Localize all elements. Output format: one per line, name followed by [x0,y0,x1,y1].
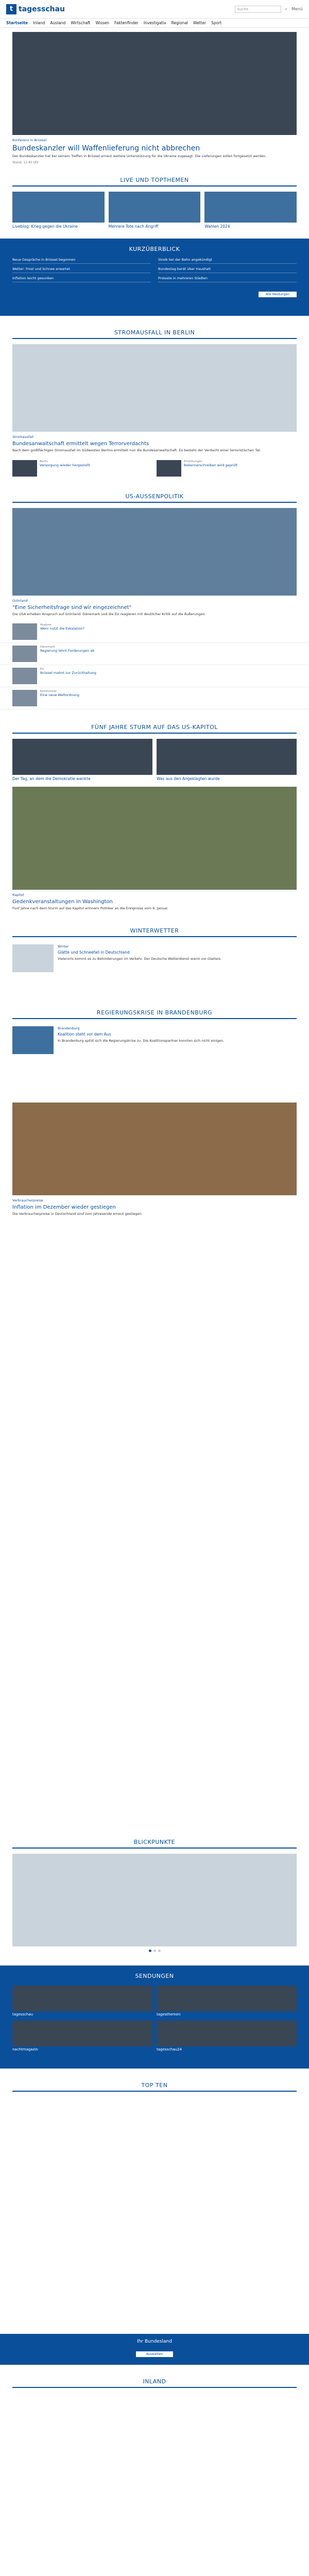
briefing-item[interactable]: Bundestag berät über Haushalt [158,267,297,273]
sendungen-heading: SENDUNGEN [135,1972,174,1979]
live-heading: LIVE UND TOPTHEMEN [12,173,297,187]
small-teaser-kicker: Berlin [40,460,48,463]
nav-item[interactable]: Inland [33,21,45,25]
small-teaser[interactable] [157,460,297,477]
all-news-button[interactable]: Alle Meldungen [259,292,297,297]
logo-mark: t [6,4,16,14]
sec5-teaser: In Brandenburg spitzt sich die Regierungskrise zu. Die Koalitionspartner konnten sich nicht einigen. [58,1038,225,1043]
list-item[interactable] [0,643,309,665]
sec4-teaser: Vielerorts kommt es zu Behinderungen im Verkehr. Der Deutsche Wetterdienst warnt vor Glatteis. [58,956,222,961]
list-item-kicker: Kommentar [40,690,57,693]
small-teaser-title[interactable]: Versorgung wieder hergestellt [40,463,90,467]
list-item-title[interactable]: Regierung lehnt Forderungen ab [40,649,95,653]
list-item-text [40,646,94,662]
small-teaser-title[interactable]: Bekennerschreiben wird geprüft [184,463,238,467]
sec3-kicker: Kapitol [12,892,24,897]
list-item-image[interactable] [12,623,37,640]
nav-item[interactable]: Wetter [193,21,207,25]
lead-teaser: Der Bundeskanzler hat bei seinem Treffen in Brüssel erneut weitere Unterstützung für die Ukraine zugesagt. Die Lieferungen sollen fortgesetzt werden. [12,154,267,158]
sec6-kicker: Verbraucherpreise [12,1198,43,1202]
show-image[interactable] [12,2021,152,2046]
card[interactable] [12,739,152,782]
list-item-title[interactable]: Brüssel mahnt zur Zurückhaltung [40,671,96,675]
briefing-item[interactable]: Neue Gespräche in Brüssel begonnen [12,258,151,264]
sec2-teaser: Die USA erheben Anspruch auf Grönland. Dänemark und die EU reagieren mit deutlicher Kritik auf die Äußerungen. [12,612,206,616]
briefing-item[interactable]: Streik bei der Bahn angekündigt [158,258,297,264]
sec3-title[interactable]: Gedenkveranstaltungen in Washington [12,899,113,905]
briefing-item[interactable]: Wetter: Frost und Schnee erwartet [12,267,151,273]
live-card[interactable] [109,192,201,229]
sec2-kicker: Grönland [12,598,28,603]
sec6-title[interactable]: Inflation im Dezember wieder gestiegen [12,1204,116,1210]
live-card[interactable] [12,192,105,229]
list-item-kicker: EU [40,668,44,671]
region-select-button[interactable]: Auswählen [136,2351,174,2357]
show-title[interactable]: nachtmagazin [12,2047,38,2052]
list-item-text [40,668,96,684]
main-nav [0,19,309,28]
top-bar [0,0,309,19]
list-item[interactable] [0,665,309,687]
small-teaser-image[interactable] [157,460,181,477]
live-card[interactable] [204,192,297,229]
briefing-heading: KURZÜBERBLICK [129,245,180,252]
briefing-block [0,239,309,316]
list-item-image[interactable] [12,668,37,684]
live-card-title[interactable]: Liveblog: Krieg gegen die Ukraine [12,224,78,229]
briefing-item[interactable]: Inflation leicht gesunken [12,276,151,282]
nav-item[interactable]: Wissen [95,21,110,25]
briefing-item[interactable]: Proteste in mehreren Städten [158,276,297,282]
list-item-image[interactable] [12,690,37,706]
small-teaser-text [184,460,237,477]
sec1-image[interactable] [12,344,297,432]
topten-heading: TOP TEN [12,2078,297,2092]
list-item[interactable] [0,621,309,643]
nav-item[interactable]: Wirtschaft [71,21,91,25]
sec7-image[interactable] [12,1854,297,1946]
logo[interactable] [6,4,65,14]
list-item-title[interactable]: Eine neue Weltordnung [40,693,79,698]
sec7-heading: BLICKPUNKTE [12,1835,297,1849]
show-card[interactable] [12,1986,152,2016]
show-image[interactable] [12,1986,152,2011]
sec2-title[interactable]: "Eine Sicherheitsfrage sind wir eingezeichnet" [12,604,132,611]
sec2-image[interactable] [12,508,297,596]
sec1-teaser: Nach dem großflächigen Stromausfall im Südwesten Berlins ermittelt nun die Bundesanwaltschaft. Es besteht der Verdacht einer terroristischen Tat. [12,448,261,452]
list-item-text [40,623,84,640]
show-title[interactable]: tagesschau24 [157,2047,182,2052]
card-image[interactable] [157,739,297,775]
sec2-heading: US-AUSSENPOLITIK [12,489,297,503]
sec1-title[interactable]: Bundesanwaltschaft ermittelt wegen Terrorverdachts [12,440,149,447]
card-title[interactable]: Der Tag, an dem die Demokratie wankte [12,776,91,782]
show-image[interactable] [157,2021,297,2046]
show-card[interactable] [157,1986,297,2016]
sec4-image[interactable] [12,944,54,972]
lead-image[interactable] [12,32,297,135]
list-item-kicker: Dänemark [40,646,55,649]
sec5-image[interactable] [12,1026,54,1054]
search-icon[interactable]: ⌕ [285,6,288,11]
nav-item[interactable]: Investigativ [143,21,166,25]
lead-time: Stand: 12:40 Uhr [12,161,39,165]
sec1-kicker: Stromausfall [12,434,33,439]
small-teaser-text [40,460,90,477]
regional-block [0,2334,309,2365]
small-teaser-kicker: Ermittlungen [184,460,202,463]
nav-item[interactable]: Faktenfinder [114,21,139,25]
card-image[interactable] [12,739,152,775]
sendungen-block [0,1965,309,2069]
sec4-title[interactable]: Glätte und Schneefall in Deutschland [58,950,130,955]
lead-title[interactable]: Bundeskanzler will Waffenlieferung nicht abbrechen [12,144,200,152]
lead-kicker: Konferenz in Brüssel [12,138,47,142]
show-card[interactable] [157,2021,297,2052]
live-card-title[interactable]: Wahlen 2024 [204,224,230,229]
show-image[interactable] [157,1986,297,2011]
regional-heading: Ihr Bundesland [137,2338,172,2344]
list-item[interactable] [0,687,309,709]
sec6-teaser: Die Verbraucherpreise in Deutschland sind zum Jahresende erneut gestiegen. [12,1211,143,1216]
list-item-image[interactable] [12,646,37,662]
inland-heading: INLAND [12,2374,297,2388]
live-card-image[interactable] [109,192,201,223]
nav-item[interactable]: Sport [211,21,222,25]
live-card-image[interactable] [204,192,297,223]
nav-item[interactable]: Startseite [6,21,28,25]
sec3-teaser: Fünf Jahre nach dem Sturm auf das Kapitol erinnern Politiker an die Ereignisse vom 6. Januar. [12,906,168,910]
nav-item[interactable]: Regional [171,21,188,25]
sec3-image[interactable] [12,787,297,890]
card-title[interactable]: Was aus den Angeklagten wurde [157,776,220,782]
show-title[interactable]: tagesthemen [157,2012,181,2016]
sec6-image[interactable] [12,1103,297,1195]
sec3-heading: FÜNF JAHRE STURM AUF DAS US-KAPITOL [12,720,297,734]
live-card-title[interactable]: Mehrere Tote nach Angriff [108,224,159,229]
sec5-heading: REGIERUNGSKRISE IN BRANDENBURG [12,1005,297,1019]
list-item-kicker: Analyse [40,623,52,627]
nav-item[interactable]: Ausland [50,21,66,25]
sec4-kicker: Winter [58,944,69,948]
small-teaser-image[interactable] [12,460,37,477]
card[interactable] [157,739,297,782]
article-list-area [0,1216,309,1835]
menu-button[interactable]: Menü [291,7,303,11]
sec1-heading: STROMAUSFALL IN BERLIN [12,325,297,339]
sec4-heading: WINTERWETTER [12,923,297,937]
live-card-image[interactable] [12,192,105,223]
show-card[interactable] [12,2021,152,2052]
small-teaser[interactable] [12,460,152,477]
sec5-kicker: Brandenburg [58,1026,80,1030]
list-item-title[interactable]: Wem nutzt die Eskalation? [40,626,85,631]
list-item-text [40,690,79,706]
show-title[interactable]: tagesschau [12,2012,33,2016]
sec5-title[interactable]: Koalition steht vor dem Aus [58,1031,111,1037]
logo-text: tagesschau [19,5,65,13]
search-input[interactable]: Suche [235,6,281,13]
